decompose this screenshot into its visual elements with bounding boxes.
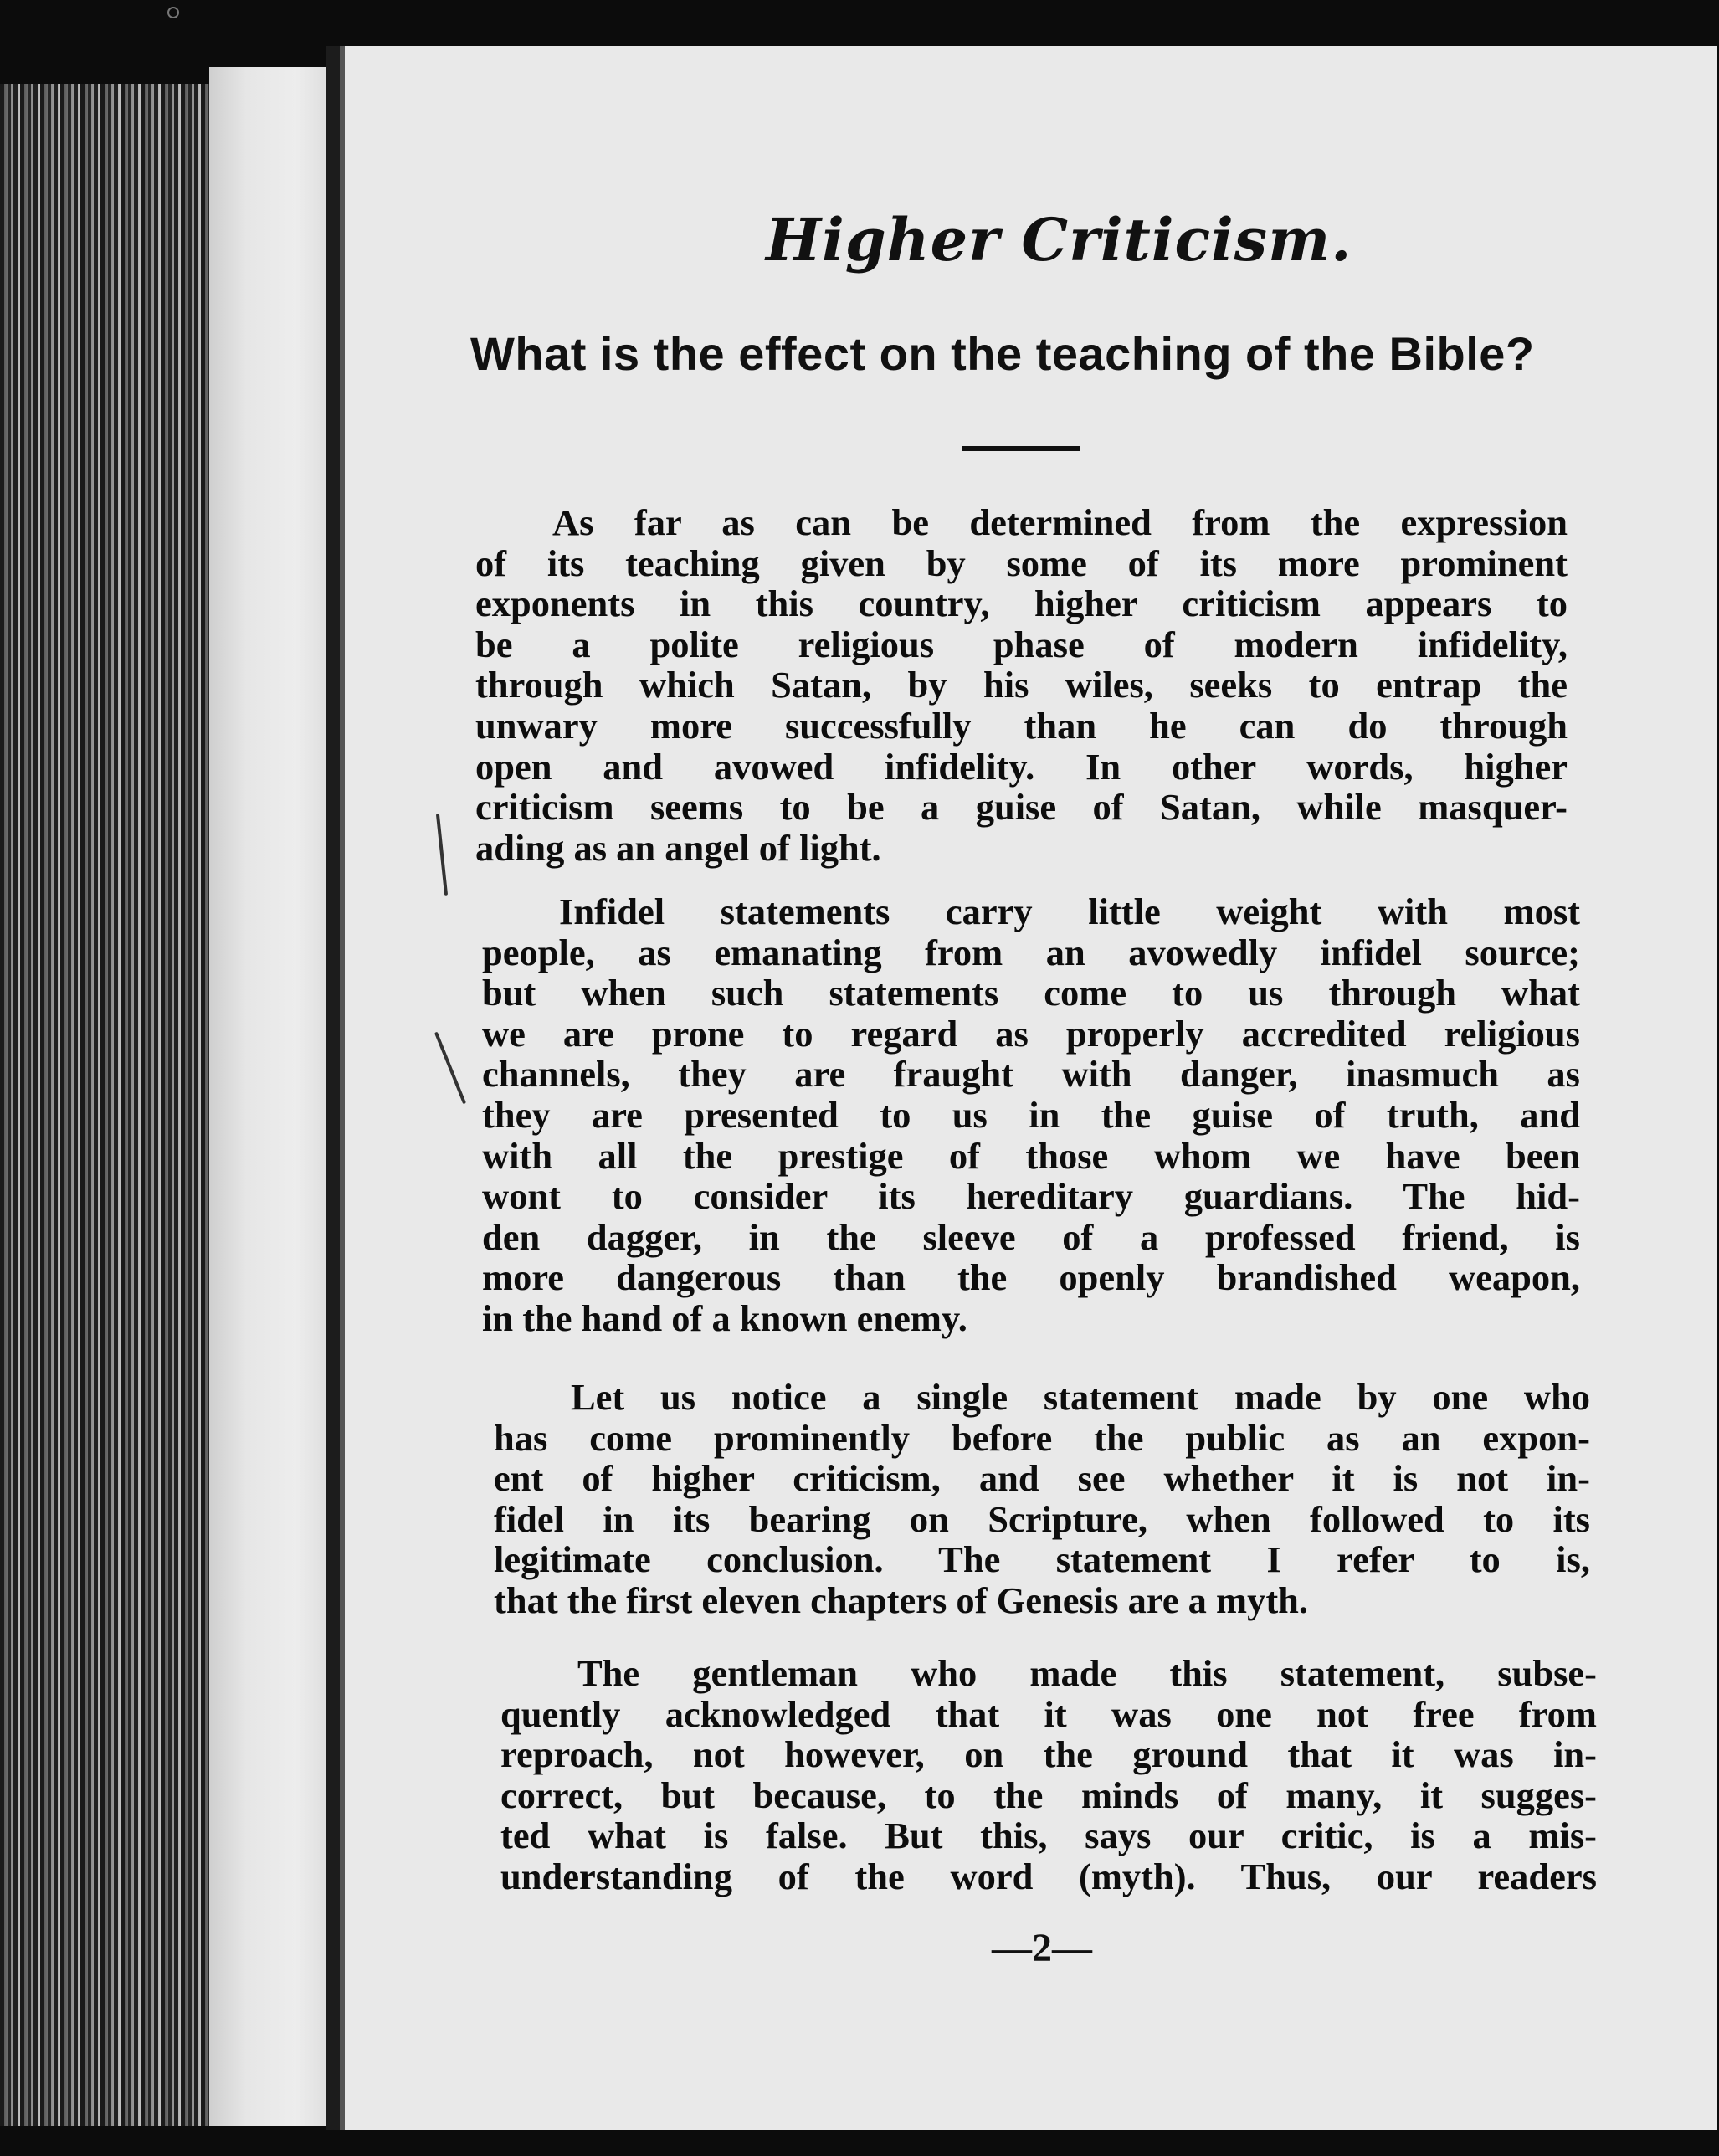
text-line: with all the prestige of those whom we have been [482,1134,1580,1177]
text-line: channels, they are fraught with danger, inasmuch as [482,1053,1580,1096]
text-line: has come prominently before the public as an expon- [494,1416,1590,1459]
text-line: The gentleman who made this statement, subse- [577,1652,1597,1694]
text-line: criticism seems to be a guise of Satan, while masquer- [475,786,1568,829]
text-line: be a polite religious phase of modern infidelity, [475,623,1568,665]
text-line: legitimate conclusion. The statement I refer to is, [494,1538,1590,1581]
page-subtitle: What is the effect on the teaching of the Bible? [470,327,1535,380]
title-divider [962,446,1080,451]
text-line: fidel in its bearing on Scripture, when followed to its [494,1497,1590,1540]
paragraph-1 [475,502,1568,868]
text-line: that the first eleven chapters of Genesis are a myth. [494,1578,1309,1621]
text-line: they are presented to us in the guise of truth, and [482,1093,1580,1136]
page-gutter [326,46,340,2130]
corner-mark [167,7,179,18]
text-line: As far as can be determined from the expression [552,501,1568,543]
text-line: ading as an angel of light. [475,826,881,869]
paragraph-4 [500,1653,1597,1897]
paragraph-3 [494,1377,1590,1621]
text-line: wont to consider its hereditary guardians. The hid- [482,1175,1580,1218]
text-line: but when such statements come to us through what [482,972,1580,1014]
text-line: exponents in this country, higher criticism appears to [475,583,1568,625]
text-line: more dangerous than the openly brandished weapon, [482,1256,1580,1299]
text-line: den dagger, in the sleeve of a professed friend, is [482,1215,1580,1258]
text-line: understanding of the word (myth). Thus, our readers [500,1855,1597,1897]
text-line: people, as emanating from an avowedly infidel source; [482,931,1580,973]
page-title: Higher Criticism. [766,205,1352,275]
text-line: ted what is false. But this, says our critic, is a mis- [500,1815,1597,1857]
paragraph-2 [482,891,1580,1339]
page-number: —2— [992,1926,1092,1970]
text-line: through which Satan, by his wiles, seeks to entrap the [475,664,1568,706]
text-line: Let us notice a single statement made by one who [571,1376,1590,1418]
previous-leaf [209,67,333,2126]
text-line: quently acknowledged that it was one not free from [500,1692,1597,1735]
text-line: of its teaching given by some of its more prominent [475,542,1568,584]
text-line: ent of higher criticism, and see whether it is not in- [494,1457,1590,1500]
text-line: unwary more successfully than he can do through [475,704,1568,747]
text-line: Infidel statements carry little weight with most [559,891,1580,932]
text-line: in the hand of a known enemy. [482,1296,967,1339]
text-line: open and avowed infidelity. In other words, higher [475,745,1568,788]
text-line: we are prone to regard as properly accredited religious [482,1012,1580,1055]
text-line: reproach, not however, on the ground that it was in- [500,1733,1597,1776]
text-line: correct, but because, to the minds of many, it sugges- [500,1774,1597,1816]
page-stack-edge [0,84,213,2126]
